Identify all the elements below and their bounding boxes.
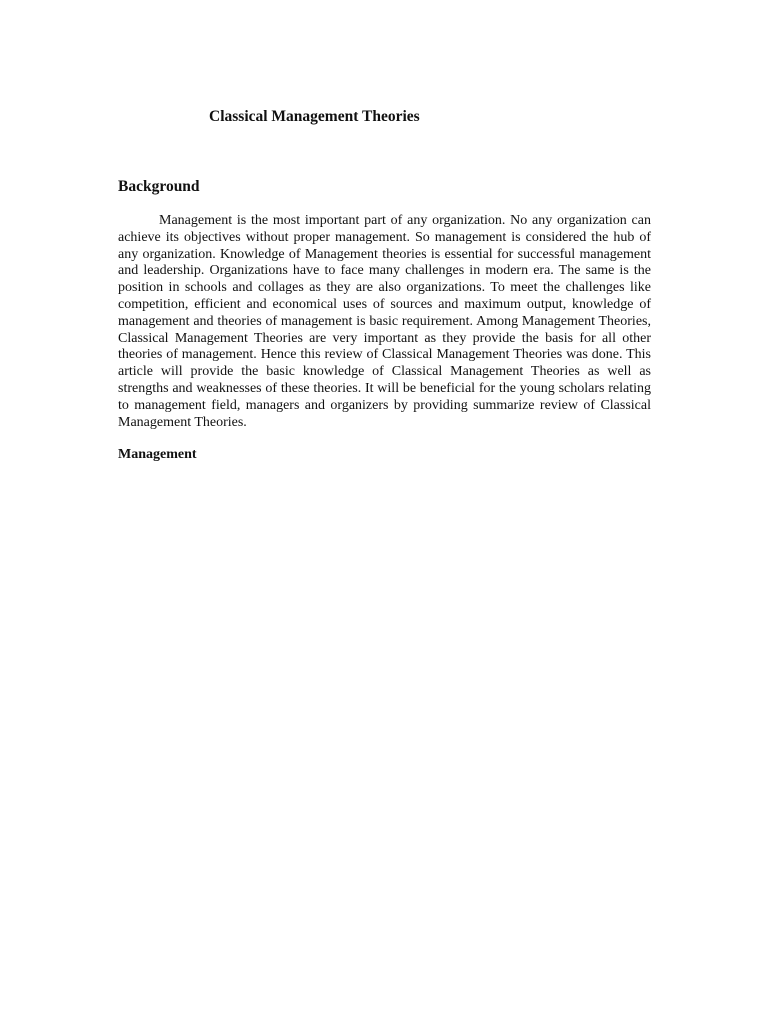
- section-heading-background: Background: [118, 178, 200, 195]
- document-title: Classical Management Theories: [209, 108, 420, 125]
- background-paragraph: Management is the most important part of any organization. No any organization can achieve its objectives without proper management. So management is considered the hub of any organization. Knowledge of Management theories is essential for successful management and leadership. Organizations have to face many challenges in modern era. The same is the position in schools and collages as they are also organizations. To meet the challenges like competition, efficient and economical uses of sources and maximum output, knowledge of management and theories of management is basic requirement. Among Management Theories, Classical Management Theories are very important as they provide the basis for all other theories of management. Hence this review of Classical Management Theories was done. This article will provide the basic knowledge of Classical Management Theories as well as strengths and weaknesses of these theories. It will be beneficial for the young scholars relating to management field, managers and organizers by providing summarize review of Classical Management Theories.: [118, 213, 651, 430]
- section-heading-management: Management: [118, 447, 197, 462]
